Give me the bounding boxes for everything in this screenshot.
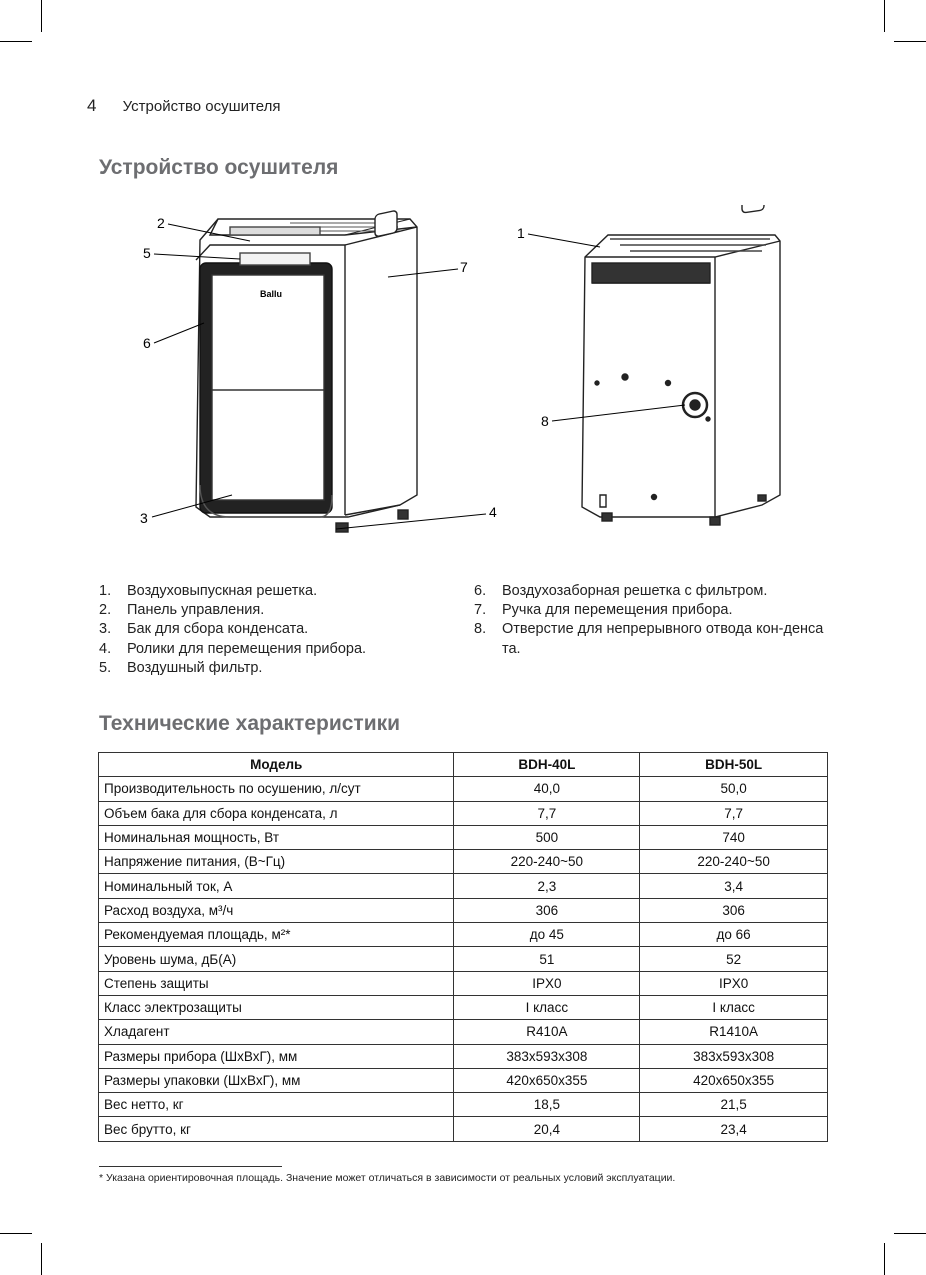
spec-label: Объем бака для сбора конденсата, л [99,801,454,825]
spec-label: Напряжение питания, (В~Гц) [99,850,454,874]
callout-1: 1 [517,225,525,241]
table-row [99,971,828,995]
legend-item: 6. Воздухозаборная решетка с фильтром. [474,583,768,599]
specs-table [98,752,828,1142]
footnote-rule [99,1166,282,1167]
crop-mark [41,1243,42,1275]
callout-5: 5 [143,245,151,261]
crop-mark [41,0,42,32]
spec-value: 50,0 [640,777,828,801]
spec-value: 18,5 [454,1093,640,1117]
callout-4: 4 [489,504,497,520]
table-row [99,995,828,1019]
spec-label: Класс электрозащиты [99,995,454,1019]
spec-value: 20,4 [454,1117,640,1141]
legend-item: 3. Бак для сбора конденсата. [99,621,309,638]
legend-item: 5. Воздушный фильтр. [99,659,263,676]
table-row [99,1117,828,1141]
footnote: * Указана ориентировочная площадь. Значение может отличаться в зависимости от реальных условий эксплуатации. [99,1172,676,1184]
running-title: Устройство осушителя [122,98,281,115]
table-row [99,1093,828,1117]
crop-mark [0,41,32,42]
spec-label: Номинальная мощность, Вт [99,825,454,849]
spec-value: 23,4 [640,1117,828,1141]
spec-label: Вес нетто, кг [99,1093,454,1117]
spec-value: I класс [454,995,640,1019]
crop-mark [0,1233,32,1234]
callout-3: 3 [140,510,148,526]
spec-value: 21,5 [640,1093,828,1117]
spec-value: R1410A [640,1020,828,1044]
header-bdh50l: BDH-50L [640,753,828,777]
page-number: 4 [87,96,97,115]
spec-label: Хладагент [99,1020,454,1044]
spec-value: R410A [454,1020,640,1044]
table-row [99,777,828,801]
spec-label: Рекомендуемая площадь, м²* [99,923,454,947]
spec-value: 220-240~50 [640,850,828,874]
spec-label: Вес брутто, кг [99,1117,454,1141]
dehumidifier-illustration [130,205,850,545]
header-model: Модель [99,753,454,777]
spec-value: 2,3 [454,874,640,898]
brand-logo: Ballu [260,289,283,299]
spec-label: Номинальный ток, А [99,874,454,898]
table-row [99,850,828,874]
spec-value: 306 [454,898,640,922]
spec-value: 420x650x355 [640,1068,828,1092]
legend-item: 2. Панель управления. [99,602,265,619]
crop-mark [884,1243,885,1275]
table-row [99,898,828,922]
spec-value: 40,0 [454,777,640,801]
legend-right [474,582,834,659]
legend-left [99,582,459,678]
crop-mark [894,41,926,42]
spec-value: 740 [640,825,828,849]
header-bdh40l: BDH-40L [454,753,640,777]
section-title-specs: Технические характеристики [99,712,401,735]
spec-value: 306 [640,898,828,922]
spec-value: 420x650x355 [454,1068,640,1092]
legend-item: 1. Воздуховыпускная решетка. [99,583,318,599]
spec-label: Уровень шума, дБ(А) [99,947,454,971]
table-header-row [99,753,828,777]
spec-value: 7,7 [640,801,828,825]
callout-8: 8 [541,413,549,429]
section-title-device: Устройство осушителя [99,156,339,179]
spec-value: 7,7 [454,801,640,825]
table-row [99,801,828,825]
table-row [99,1044,828,1068]
legend-item: 4. Ролики для перемещения прибора. [99,640,367,657]
running-header [87,96,280,116]
callout-2: 2 [157,215,165,231]
spec-value: 52 [640,947,828,971]
callout-7: 7 [460,259,468,275]
legend-item: 7. Ручка для перемещения прибора. [474,602,733,619]
crop-mark [894,1233,926,1234]
table-row [99,825,828,849]
spec-value: 500 [454,825,640,849]
table-row [99,923,828,947]
spec-value: 383x593x308 [454,1044,640,1068]
crop-mark [884,0,885,32]
spec-label: Расход воздуха, м³/ч [99,898,454,922]
spec-label: Размеры прибора (ШхВхГ), мм [99,1044,454,1068]
spec-value: I класс [640,995,828,1019]
callout-6: 6 [143,335,151,351]
spec-label: Степень защиты [99,971,454,995]
spec-value: IPX0 [454,971,640,995]
spec-value: до 66 [640,923,828,947]
spec-value: 383x593x308 [640,1044,828,1068]
spec-label: Производительность по осушению, л/сут [99,777,454,801]
spec-value: 51 [454,947,640,971]
spec-value: до 45 [454,923,640,947]
spec-value: 3,4 [640,874,828,898]
table-row [99,874,828,898]
legend-item: 8. Отверстие для непрерывного отвода кон-денсата. [474,621,824,657]
spec-value: 220-240~50 [454,850,640,874]
spec-value: IPX0 [640,971,828,995]
table-row [99,947,828,971]
table-row [99,1020,828,1044]
spec-label: Размеры упаковки (ШхВхГ), мм [99,1068,454,1092]
table-row [99,1068,828,1092]
